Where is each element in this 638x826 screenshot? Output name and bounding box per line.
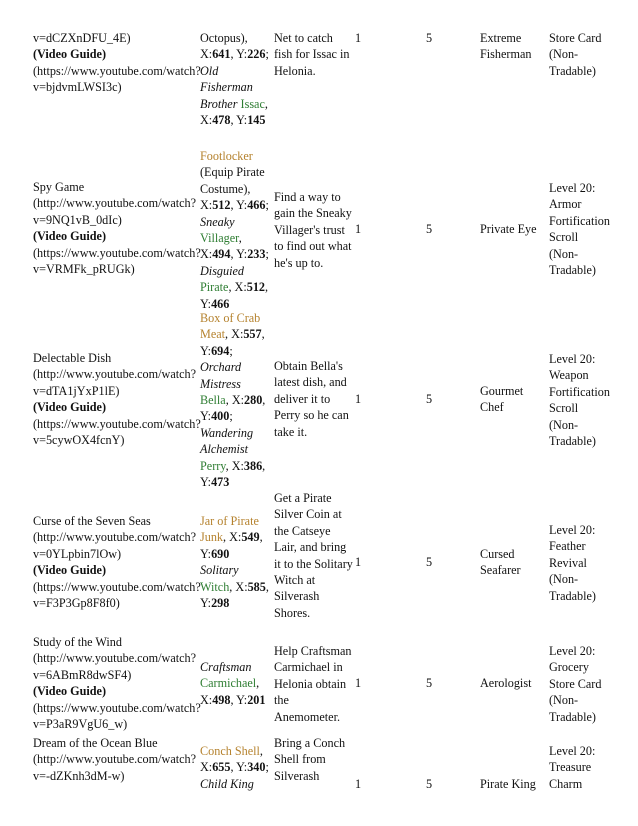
quest-line: v=-dZKnh3dM-w) — [33, 768, 125, 783]
objective-line: deliver it to — [274, 391, 331, 406]
reward-line: Level 20: — [549, 644, 596, 658]
location-line: Solitary — [200, 563, 239, 578]
location-line: Child King — [200, 776, 254, 791]
count-b: 5 — [426, 392, 433, 406]
count-a: 1 — [355, 676, 362, 690]
location-line: Footlocker — [200, 149, 253, 163]
quest-line: (https://www.youtube.com/watch? — [33, 416, 201, 431]
location-line: Jar of Pirate — [200, 514, 259, 528]
video-guide-label: (Video Guide) — [33, 229, 107, 244]
quest-line: v=9NQ1vB_0dIc) — [33, 212, 122, 227]
quest-line: (http://www.youtube.com/watch? — [33, 367, 197, 382]
count-a: 1 — [355, 392, 362, 406]
title-line: Fisherman — [480, 47, 532, 62]
reward-line: (Non- — [549, 572, 579, 587]
reward-line: (Non- — [549, 47, 579, 62]
location-line: X:478, Y:145 — [200, 113, 266, 127]
count-a: 1 — [355, 222, 362, 236]
reward-line: (Non- — [549, 246, 579, 261]
location-line: Orchard — [200, 360, 242, 375]
reward-line: Level 20: — [549, 523, 596, 537]
location-line: X:498, Y:201 — [200, 692, 266, 707]
objective-line: Silverash — [274, 768, 320, 783]
location-line: Y:694; — [200, 343, 233, 358]
location-line: Villager, — [200, 231, 242, 245]
location-line: Box of Crab — [200, 311, 261, 325]
objective-line: Helonia obtain — [274, 676, 347, 691]
count-b: 5 — [426, 555, 433, 569]
reward-line: Armor — [549, 197, 582, 212]
quest-name: Spy Game — [33, 180, 85, 194]
reward-line: Tradable) — [549, 588, 596, 603]
location-line: Wandering — [200, 425, 254, 440]
location-line: Carmichael, — [200, 676, 260, 691]
video-guide-label: (Video Guide) — [33, 400, 107, 415]
reward-line: Scroll — [549, 230, 579, 245]
quest-line: (https://www.youtube.com/watch? — [33, 245, 201, 260]
title-line: Chef — [480, 400, 504, 415]
location-line: Costume), — [200, 181, 251, 196]
objective-line: Witch at — [274, 573, 316, 587]
quest-line: v=5cywOX4fcnY) — [33, 433, 125, 447]
location-line: Conch Shell, — [200, 744, 263, 758]
location-line: Pirate, X:512, — [200, 280, 269, 295]
title-line: Extreme — [480, 31, 522, 45]
objective-line: to find out what — [274, 239, 352, 254]
title-line: Aerologist — [480, 676, 532, 690]
reward-line: Tradable) — [549, 709, 596, 724]
location-line: Y:473 — [200, 475, 230, 489]
quest-name: Curse of the Seven Seas — [33, 514, 151, 528]
objective-line: take it. — [274, 424, 308, 439]
objective-line: Anemometer. — [274, 709, 340, 724]
objective-line: the — [274, 693, 289, 708]
location-line: Y:466 — [200, 296, 230, 311]
reward-line: Level 20: — [549, 352, 596, 366]
objective-line: latest dish, and — [274, 375, 347, 390]
count-b: 5 — [426, 676, 433, 690]
objective-line: fish for Issac in — [274, 47, 350, 62]
quest-name: Dream of the Ocean Blue — [33, 736, 158, 750]
objective-line: Silverash — [274, 589, 320, 604]
location-line: Y:690 — [200, 546, 230, 561]
objective-line: Shell from — [274, 752, 326, 767]
location-line: Witch, X:585, — [200, 579, 269, 594]
reward-line: Tradable) — [549, 263, 596, 277]
reward-line: (Non- — [549, 693, 579, 708]
quest-line: v=dTA1jYxP1lE) — [33, 383, 120, 398]
objective-line: Bring a Conch — [274, 736, 346, 750]
objective-line: Shores. — [274, 605, 311, 620]
quest-line: v=6ABmR8dwSF4) — [33, 667, 132, 682]
objective-line: it to the Solitary — [274, 556, 353, 571]
objective-line: Perry so he can — [274, 408, 349, 423]
reward-line: Tradable) — [549, 63, 596, 78]
quest-line: (https://www.youtube.com/watch? — [33, 63, 201, 78]
quest-line: v=bjdvmLWSI3c) — [33, 80, 122, 95]
objective-line: Helonia. — [274, 63, 316, 78]
location-line: Fisherman — [200, 80, 253, 95]
location-line: Mistress — [200, 376, 241, 391]
objective-line: the Catseye — [274, 523, 331, 538]
location-line: Old — [200, 63, 219, 78]
reward-line: Feather — [549, 539, 586, 554]
objective-line: Carmichael in — [274, 660, 343, 675]
quest-line: (http://www.youtube.com/watch? — [33, 196, 197, 211]
objective-line: Net to catch — [274, 31, 333, 45]
reward-line: Scroll — [549, 401, 579, 416]
count-a: 1 — [355, 31, 362, 45]
location-line: Brother Issac, — [200, 96, 268, 111]
reward-line: Revival — [549, 555, 587, 570]
reward-line: Level 20: — [549, 181, 596, 195]
quest-line: v=P3aR9VgU6_w) — [33, 717, 128, 731]
quest-line: v=VRMFk_pRUGk) — [33, 262, 135, 276]
video-guide-label: (Video Guide) — [33, 684, 107, 699]
count-b: 5 — [426, 31, 433, 45]
quest-line: (https://www.youtube.com/watch? — [33, 700, 201, 715]
objective-line: he's up to. — [274, 255, 324, 270]
location-line: X:494, Y:233; — [200, 247, 269, 262]
quest-line: v=dCZXnDFU_4E) — [33, 31, 131, 45]
count-b: 5 — [426, 222, 433, 236]
location-line: Octopus), — [200, 31, 248, 45]
quest-line: (http://www.youtube.com/watch? — [33, 651, 197, 666]
location-line: Disguied — [200, 263, 245, 278]
location-line: Bella, X:280, — [200, 393, 266, 407]
location-line: X:512, Y:466; — [200, 198, 269, 213]
reward-line: Treasure — [549, 760, 592, 775]
objective-line: gain the Sneaky — [274, 206, 352, 221]
reward-line: Grocery — [549, 660, 589, 675]
count-a: 1 — [355, 777, 362, 791]
reward-line: Tradable) — [549, 434, 596, 448]
reward-line: Weapon — [549, 368, 589, 383]
location-line: Junk, X:549, — [200, 530, 263, 545]
location-line: (Equip Pirate — [200, 165, 265, 180]
count-b: 5 — [426, 777, 433, 791]
quest-line: (http://www.youtube.com/watch? — [33, 752, 197, 767]
reward-line: Level 20: — [549, 744, 596, 758]
objective-line: Villager's trust — [274, 222, 345, 237]
location-line: Alchemist — [200, 442, 249, 457]
reward-line: Charm — [549, 776, 583, 791]
reward-line: Store Card — [549, 31, 602, 45]
quest-line: v=F3P3Gp8F8f0) — [33, 596, 120, 610]
objective-line: Obtain Bella's — [274, 359, 343, 373]
location-line: Craftsman — [200, 660, 252, 674]
count-a: 1 — [355, 555, 362, 569]
objective-line: Find a way to — [274, 190, 341, 204]
title-line: Private Eye — [480, 222, 537, 236]
reward-line: Fortification — [549, 213, 610, 228]
video-guide-label: (Video Guide) — [33, 47, 107, 62]
location-line: Perry, X:386, — [200, 458, 266, 473]
quest-name: Delectable Dish — [33, 351, 112, 365]
quest-line: (https://www.youtube.com/watch? — [33, 579, 201, 594]
reward-line: Store Card — [549, 676, 602, 691]
location-line: Sneaky — [200, 214, 235, 229]
location-line: Y:298 — [200, 596, 230, 610]
title-line: Cursed — [480, 547, 515, 561]
quest-name: Study of the Wind — [33, 635, 122, 649]
quest-line: (http://www.youtube.com/watch? — [33, 530, 197, 545]
location-line: Y:400; — [200, 409, 233, 424]
quest-line: v=0YLpbin7lOw) — [33, 546, 122, 561]
reward-line: (Non- — [549, 417, 579, 432]
title-line: Seafarer — [480, 563, 521, 578]
objective-line: Lair, and bring — [274, 540, 347, 555]
location-line: Meat, X:557, — [200, 327, 265, 342]
video-guide-label: (Video Guide) — [33, 563, 107, 578]
title-line: Pirate King — [480, 777, 536, 791]
objective-line: Help Craftsman — [274, 644, 352, 658]
objective-line: Silver Coin at — [274, 507, 342, 522]
location-line: X:655, Y:340; — [200, 760, 269, 775]
title-line: Gourmet — [480, 384, 524, 398]
reward-line: Fortification — [549, 384, 610, 399]
location-line: X:641, Y:226; — [200, 47, 269, 62]
objective-line: Get a Pirate — [274, 491, 332, 505]
